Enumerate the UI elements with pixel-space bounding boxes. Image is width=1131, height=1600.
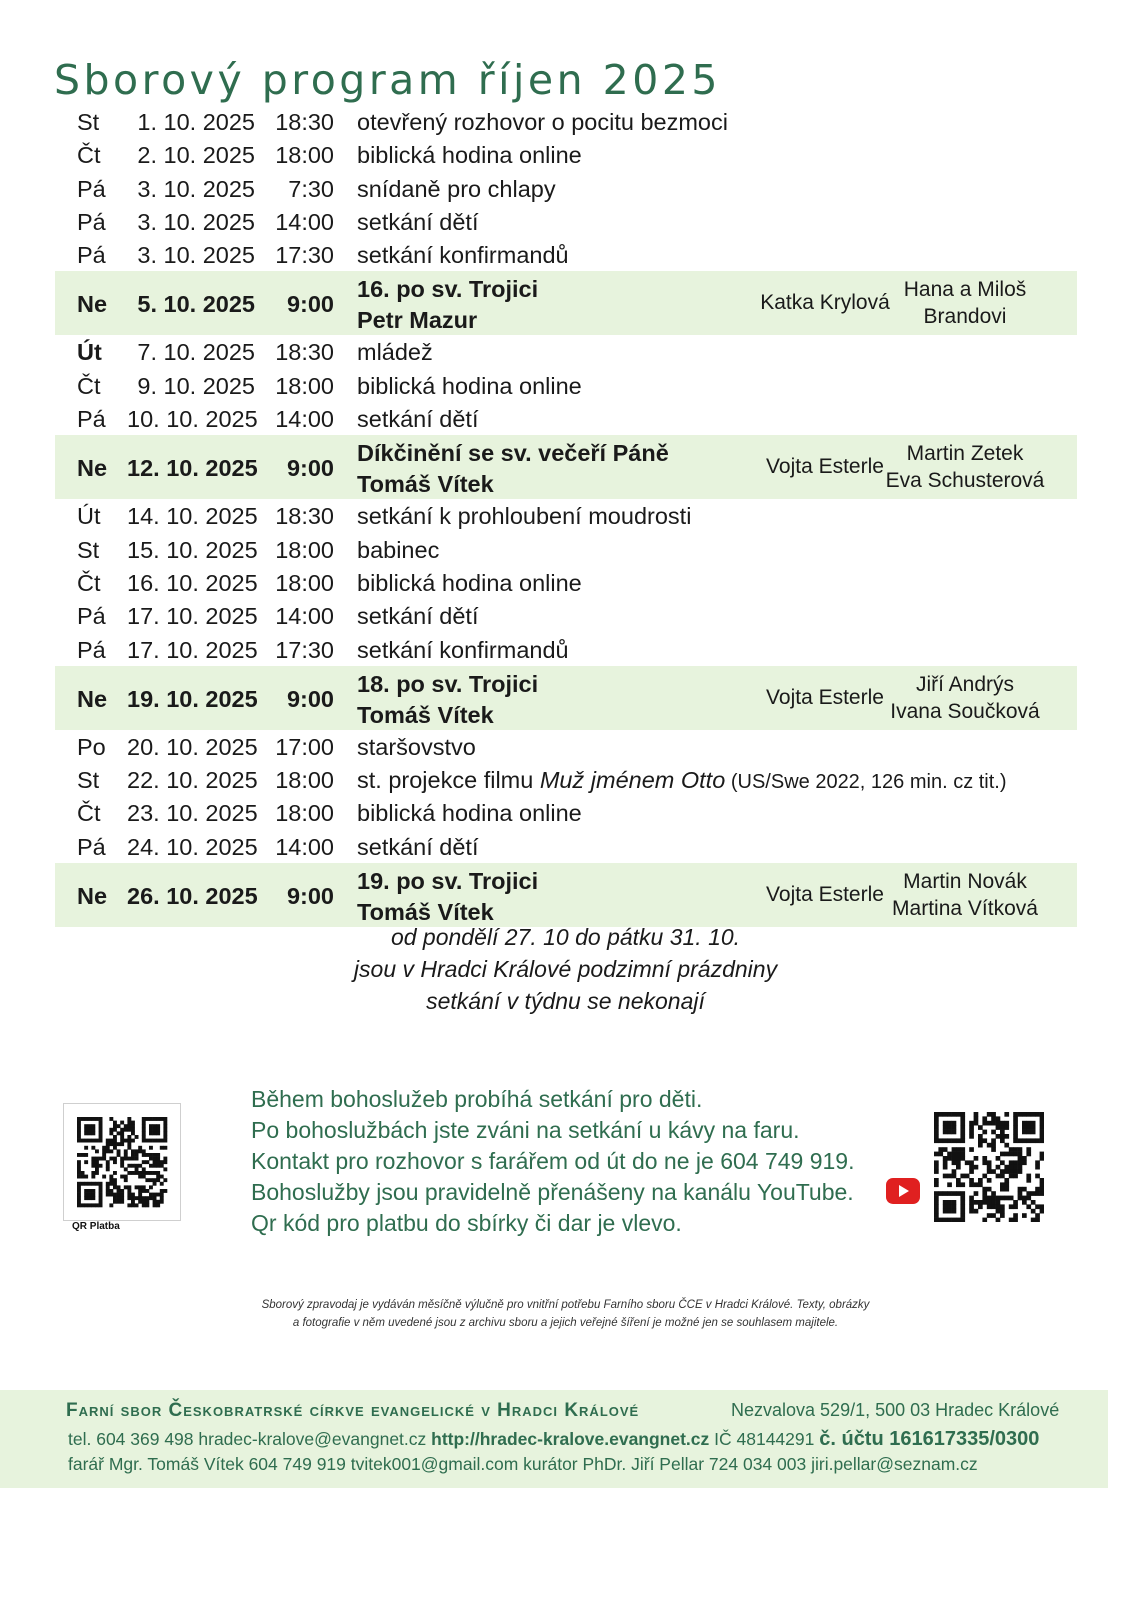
service-row <box>55 666 1077 730</box>
event-date: 3. 10. 2025 <box>137 208 255 235</box>
host-name: Ivana Součková <box>890 699 1040 723</box>
event-description: mládež <box>357 339 433 366</box>
service-hosts <box>875 868 1055 922</box>
event-day: Po <box>77 733 106 760</box>
event-date: 14. 10. 2025 <box>127 503 258 530</box>
event-row <box>55 830 1077 863</box>
event-day: St <box>77 767 100 794</box>
event-day: Ne <box>77 685 108 712</box>
service-description <box>357 438 669 500</box>
host-name: Eva Schusterová <box>885 469 1045 493</box>
event-day: Pá <box>77 833 106 860</box>
event-row <box>55 172 1077 205</box>
service-reader: Vojta Esterle <box>766 455 884 479</box>
youtube-icon[interactable] <box>886 1178 920 1204</box>
event-day: Pá <box>77 242 106 269</box>
host-name: Martina Vítková <box>892 897 1038 921</box>
event-description: biblická hodina online <box>357 569 582 596</box>
event-date: 1. 10. 2025 <box>137 109 255 135</box>
event-row <box>55 499 1077 532</box>
service-reader: Vojta Esterle <box>766 883 884 907</box>
event-description: setkání dětí <box>357 833 479 860</box>
event-time: 18:30 <box>275 109 334 135</box>
qr-payment-label: QR Platba <box>72 1221 120 1232</box>
qr-code-icon <box>934 1112 1044 1222</box>
event-row <box>55 369 1077 402</box>
event-date: 15. 10. 2025 <box>127 536 258 563</box>
event-date: 10. 10. 2025 <box>127 406 258 433</box>
disclaimer <box>0 1296 1131 1332</box>
event-day: Čt <box>77 142 101 169</box>
event-day: Ne <box>77 455 108 482</box>
info-line: Kontakt pro rozhovor s farářem od út do ne je 604 749 919. <box>251 1148 855 1174</box>
host-name: Martin Novák <box>903 870 1027 894</box>
event-row <box>55 633 1077 666</box>
event-time: 9:00 <box>286 685 334 712</box>
organization-name: Farní sbor Českobratrské církve evangelické v Hradci Králové <box>66 1400 640 1421</box>
event-day: Pá <box>77 406 106 433</box>
event-time: 17:00 <box>275 733 334 760</box>
event-description: biblická hodina online <box>357 372 582 399</box>
staff-contact-line: farář Mgr. Tomáš Vítek 604 749 919 tvitek001@gmail.com kurátor PhDr. Jiří Pellar 724 034 003 jiri.pellar@seznam.cz <box>68 1454 978 1474</box>
page-title: Sborový program říjen 2025 <box>54 56 722 104</box>
info-block <box>251 1084 855 1239</box>
organization-address: Nezvalova 529/1, 500 03 Hradec Králové <box>731 1400 1060 1420</box>
event-row <box>55 238 1077 271</box>
event-date: 7. 10. 2025 <box>137 339 255 366</box>
event-day: St <box>77 109 100 135</box>
event-day: Pá <box>77 175 106 202</box>
event-description: setkání konfirmandů <box>357 242 569 269</box>
film-title: Muž jménem Otto <box>539 767 726 794</box>
info-line: Během bohoslužeb probíhá setkání pro děti. <box>251 1086 703 1112</box>
service-hosts <box>875 440 1055 494</box>
host-name: Jiří Andrýs <box>915 672 1015 696</box>
info-line: Po bohoslužbách jste zváni na setkání u kávy na faru. <box>251 1117 800 1143</box>
event-date: 2. 10. 2025 <box>137 142 255 169</box>
qr-code-icon <box>64 1104 180 1220</box>
disclaimer-line: a fotografie v něm uvedené jsou z archivu sboru a jejich veřejné šíření je možné jen se souhlasem majitele. <box>292 1317 839 1329</box>
event-description: setkání dětí <box>357 208 479 235</box>
event-row <box>55 138 1077 171</box>
service-reader: Katka Krylová <box>760 291 890 315</box>
event-description: biblická hodina online <box>357 142 582 169</box>
event-day: Ne <box>77 291 108 318</box>
event-day: Čt <box>77 800 101 827</box>
host-name: Hana a Miloš <box>903 278 1027 302</box>
event-row <box>55 105 1077 138</box>
notice-line: setkání v týdnu se nekonají <box>426 988 705 1014</box>
event-time: 18:00 <box>275 536 334 563</box>
event-description: setkání dětí <box>357 603 479 630</box>
event-date: 5. 10. 2025 <box>137 291 255 318</box>
event-time: 18:00 <box>275 800 334 827</box>
event-time: 18:00 <box>275 569 334 596</box>
event-time: 9:00 <box>286 455 334 482</box>
event-date: 17. 10. 2025 <box>127 636 258 663</box>
holiday-notice <box>0 921 1131 1017</box>
service-hosts <box>875 671 1055 725</box>
event-description: snídaně pro chlapy <box>357 175 556 202</box>
event-description: biblická hodina online <box>357 800 582 827</box>
film-details: (US/Swe 2022, 126 min. cz tit.) <box>725 771 1007 794</box>
info-line: Bohoslužby jsou pravidelně přenášeny na kanálu YouTube. <box>251 1179 854 1205</box>
event-day: Pá <box>77 603 106 630</box>
event-date: 24. 10. 2025 <box>127 833 258 860</box>
event-time: 18:30 <box>275 503 334 530</box>
event-date: 23. 10. 2025 <box>127 800 258 827</box>
event-row <box>55 763 1077 796</box>
event-time: 14:00 <box>275 603 334 630</box>
service-title: 16. po sv. Trojici <box>357 276 539 303</box>
contact-line <box>68 1428 1039 1451</box>
event-date: 26. 10. 2025 <box>127 883 258 910</box>
event-time: 18:00 <box>275 767 334 794</box>
event-description: otevřený rozhovor o pocitu bezmoci <box>357 109 728 135</box>
host-name: Martin Zetek <box>906 442 1024 466</box>
event-day: Čt <box>77 569 101 596</box>
event-date: 17. 10. 2025 <box>127 603 258 630</box>
event-date: 3. 10. 2025 <box>137 242 255 269</box>
qr-payment-code <box>63 1103 181 1221</box>
event-row <box>55 402 1077 435</box>
service-preacher: Tomáš Vítek <box>357 899 494 926</box>
event-row <box>55 335 1077 368</box>
event-description: setkání dětí <box>357 406 479 433</box>
event-time: 7:30 <box>288 175 334 202</box>
event-day: Čt <box>77 372 101 399</box>
service-row <box>55 271 1077 335</box>
service-description <box>357 866 538 928</box>
service-description <box>357 274 538 336</box>
event-date: 3. 10. 2025 <box>137 175 255 202</box>
event-row <box>55 796 1077 829</box>
event-day: Pá <box>77 636 106 663</box>
service-description <box>357 669 538 731</box>
event-text: st. projekce filmu <box>357 767 540 794</box>
event-time: 17:30 <box>275 242 334 269</box>
service-title: 19. po sv. Trojici <box>357 868 539 895</box>
event-row <box>55 205 1077 238</box>
event-description <box>357 767 1007 794</box>
website-link[interactable]: http://hradec-kralove.evangnet.cz <box>431 1429 710 1449</box>
event-description: staršovstvo <box>357 733 476 760</box>
event-date: 9. 10. 2025 <box>137 372 255 399</box>
event-time: 14:00 <box>275 406 334 433</box>
event-description: babinec <box>357 536 440 563</box>
event-date: 12. 10. 2025 <box>127 455 258 482</box>
footer <box>0 1390 1108 1488</box>
account-number: 161617335/0300 <box>889 1428 1040 1450</box>
event-time: 18:00 <box>275 142 334 169</box>
event-date: 20. 10. 2025 <box>127 733 258 760</box>
event-time: 17:30 <box>275 636 334 663</box>
event-row <box>55 566 1077 599</box>
service-row <box>55 435 1077 499</box>
event-date: 16. 10. 2025 <box>127 569 258 596</box>
notice-line: od pondělí 27. 10 do pátku 31. 10. <box>390 924 741 950</box>
service-preacher: Tomáš Vítek <box>357 471 494 498</box>
service-preacher: Petr Mazur <box>357 307 478 334</box>
disclaimer-line: Sborový zpravodaj je vydáván měsíčně výlučně pro vnitřní potřebu Farního sboru ČCE v Hradci Králové. Texty, obrázky <box>261 1299 870 1311</box>
event-description: setkání k prohloubení moudrosti <box>357 503 692 530</box>
service-preacher: Tomáš Vítek <box>357 701 494 728</box>
schedule-table <box>55 105 1077 927</box>
event-day: Út <box>77 503 101 530</box>
event-time: 9:00 <box>286 883 334 910</box>
event-time: 14:00 <box>275 208 334 235</box>
service-row <box>55 863 1077 927</box>
event-time: 9:00 <box>286 291 334 318</box>
host-name: Brandovi <box>923 305 1007 329</box>
service-hosts <box>875 276 1055 330</box>
event-day: St <box>77 536 100 563</box>
service-title: 18. po sv. Trojici <box>357 670 539 697</box>
event-description: setkání konfirmandů <box>357 636 569 663</box>
event-row <box>55 599 1077 632</box>
notice-line: jsou v Hradci Králové podzimní prázdniny <box>353 956 778 982</box>
event-date: 19. 10. 2025 <box>127 685 258 712</box>
event-time: 18:00 <box>275 372 334 399</box>
event-day: Út <box>77 339 102 366</box>
company-id: IČ 48144291 <box>709 1429 820 1449</box>
event-day: Ne <box>77 883 108 910</box>
event-day: Pá <box>77 208 106 235</box>
event-time: 18:30 <box>275 339 334 366</box>
event-time: 14:00 <box>275 833 334 860</box>
event-row <box>55 730 1077 763</box>
event-row <box>55 533 1077 566</box>
contact-tel: tel. 604 369 498 hradec-kralove@evangnet.cz <box>68 1429 432 1449</box>
service-title: Díkčinění se sv. večeří Páně <box>357 440 669 467</box>
service-reader: Vojta Esterle <box>766 685 884 709</box>
account-label: č. účtu <box>819 1428 890 1450</box>
info-line: Qr kód pro platbu do sbírky či dar je vlevo. <box>251 1210 682 1236</box>
event-date: 22. 10. 2025 <box>127 767 258 794</box>
